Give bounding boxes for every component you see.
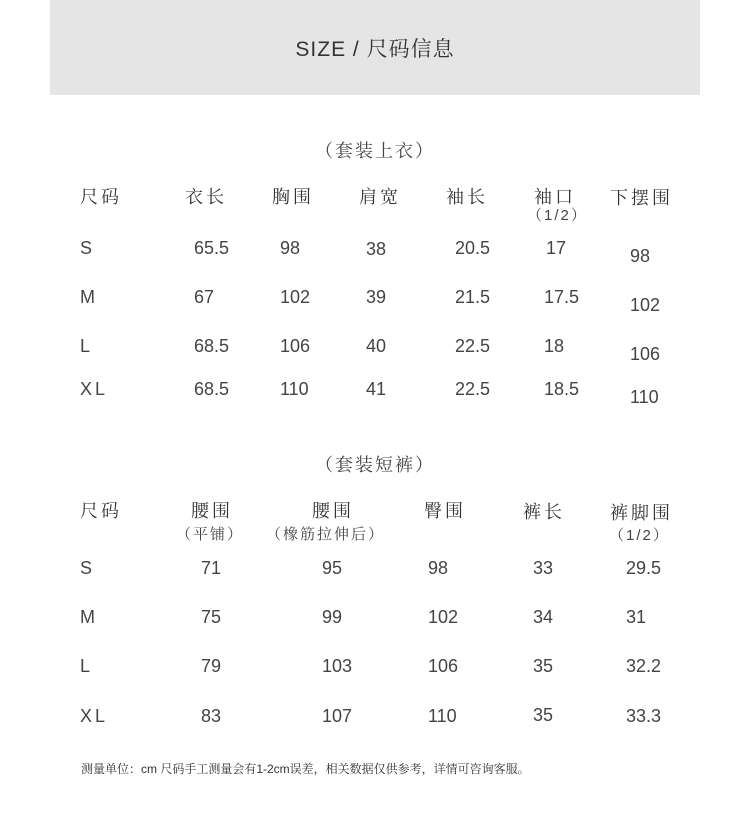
top-cell-shoulder: 38 xyxy=(366,239,387,259)
bottom-cell-size: XL xyxy=(80,706,109,726)
top-cell-sleeve: 20.5 xyxy=(455,238,491,258)
top-cell-chest: 98 xyxy=(280,238,301,258)
bottom-cell-waist-stretched: 107 xyxy=(322,706,353,726)
bottom-cell-waist-flat: 83 xyxy=(201,706,222,726)
bottom-cell-pants-length: 34 xyxy=(533,607,554,627)
bottom-header-waist-flat: 腰围 xyxy=(191,501,233,521)
bottom-header-leg-opening-sub: （1/2） xyxy=(609,527,670,544)
top-header-length: 衣长 xyxy=(185,187,227,207)
top-cell-hem: 110 xyxy=(630,387,659,407)
top-cell-sleeve: 21.5 xyxy=(455,287,491,307)
bottom-header-waist-stretched: 腰围 xyxy=(312,501,354,521)
bottom-cell-hip: 102 xyxy=(428,607,459,627)
bottom-cell-size: M xyxy=(80,607,95,627)
top-header-size: 尺码 xyxy=(80,187,122,207)
top-cell-cuff: 18 xyxy=(544,336,565,356)
top-header-shoulder: 肩宽 xyxy=(359,187,401,207)
title-banner xyxy=(50,0,700,95)
top-header-cuff-sub: （1/2） xyxy=(527,207,588,224)
top-cell-hem: 98 xyxy=(630,246,651,266)
top-cell-cuff: 17.5 xyxy=(544,287,580,307)
bottom-header-waist-stretched-sub: （橡筋拉伸后） xyxy=(266,526,386,543)
top-cell-length: 68.5 xyxy=(194,379,230,399)
top-header-chest: 胸围 xyxy=(272,187,314,207)
bottom-cell-waist-stretched: 95 xyxy=(322,558,343,578)
top-cell-sleeve: 22.5 xyxy=(455,336,491,356)
top-cell-size: XL xyxy=(80,379,109,399)
bottom-cell-leg-opening: 33.3 xyxy=(626,706,662,726)
top-header-cuff: 袖口 xyxy=(534,187,576,207)
top-cell-chest: 102 xyxy=(280,287,311,307)
bottom-cell-leg-opening: 31 xyxy=(626,607,647,627)
top-cell-size: S xyxy=(80,238,93,258)
bottom-cell-hip: 98 xyxy=(428,558,449,578)
bottom-table-title: （套装短裤） xyxy=(315,455,435,475)
bottom-header-pants-length: 裤长 xyxy=(523,502,565,522)
bottom-cell-pants-length: 35 xyxy=(533,656,554,676)
bottom-cell-pants-length: 33 xyxy=(533,558,554,578)
bottom-cell-waist-flat: 71 xyxy=(201,558,222,578)
top-cell-hem: 106 xyxy=(630,344,661,364)
bottom-cell-waist-flat: 75 xyxy=(201,607,222,627)
page-title: SIZE / 尺码信息 xyxy=(295,38,455,61)
top-cell-chest: 106 xyxy=(280,336,311,356)
top-cell-shoulder: 41 xyxy=(366,379,387,399)
bottom-cell-hip: 110 xyxy=(428,706,457,726)
bottom-cell-waist-flat: 79 xyxy=(201,656,222,676)
bottom-cell-size: L xyxy=(80,656,91,676)
top-cell-shoulder: 39 xyxy=(366,287,387,307)
top-cell-size: M xyxy=(80,287,95,307)
bottom-cell-size: S xyxy=(80,558,93,578)
bottom-cell-leg-opening: 29.5 xyxy=(626,558,662,578)
top-header-sleeve: 袖长 xyxy=(446,187,488,207)
top-cell-shoulder: 40 xyxy=(366,336,387,356)
top-cell-length: 67 xyxy=(194,287,215,307)
bottom-cell-pants-length: 35 xyxy=(533,705,554,725)
top-cell-hem: 102 xyxy=(630,295,661,315)
top-cell-cuff: 17 xyxy=(546,238,567,258)
bottom-header-hip: 臀围 xyxy=(424,501,466,521)
top-cell-size: L xyxy=(80,336,91,356)
top-table-title: （套装上衣） xyxy=(315,141,435,161)
bottom-cell-leg-opening: 32.2 xyxy=(626,656,662,676)
top-cell-chest: 110 xyxy=(280,379,309,399)
top-cell-sleeve: 22.5 xyxy=(455,379,491,399)
bottom-header-waist-flat-sub: （平铺） xyxy=(176,526,245,543)
top-cell-length: 68.5 xyxy=(194,336,230,356)
top-cell-cuff: 18.5 xyxy=(544,379,580,399)
bottom-cell-waist-stretched: 99 xyxy=(322,607,343,627)
bottom-cell-hip: 106 xyxy=(428,656,459,676)
top-header-hem: 下摆围 xyxy=(610,188,673,208)
bottom-header-leg-opening: 裤脚围 xyxy=(610,503,673,523)
top-cell-length: 65.5 xyxy=(194,238,230,258)
bottom-header-size: 尺码 xyxy=(80,501,122,521)
measurement-footnote: 测量单位：cm 尺码手工测量会有1-2cm误差，相关数据仅供参考，详情可咨询客服。 xyxy=(81,762,530,776)
bottom-cell-waist-stretched: 103 xyxy=(322,656,353,676)
